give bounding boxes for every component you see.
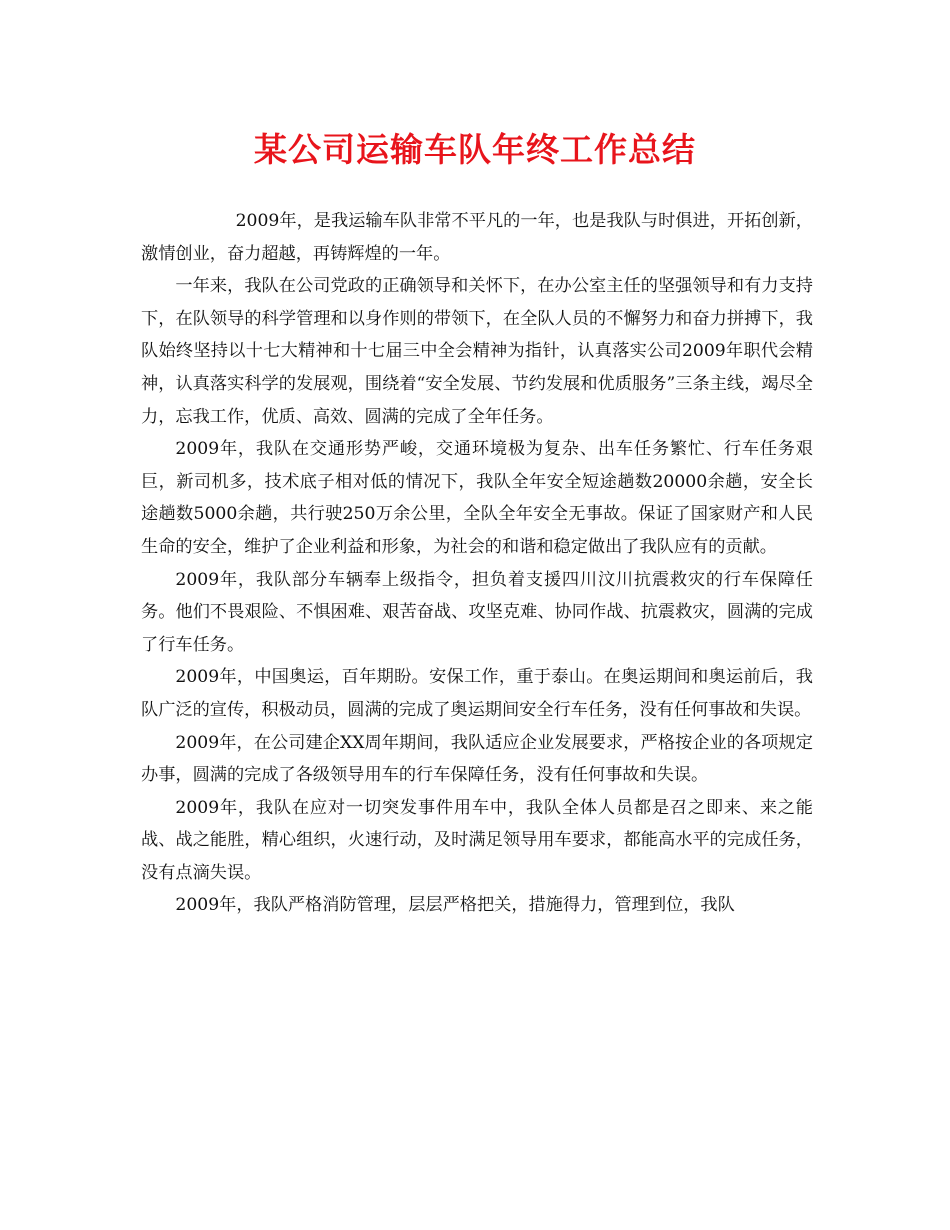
- paragraph: 2009年，中国奥运，百年期盼。安保工作，重于泰山。在奥运期间和奥运前后，我队广泛的宣传，积极动员，圆满的完成了奥运期间安全行车任务，没有任何事故和失误。: [141, 667, 813, 720]
- paragraph: 2009年，我队在交通形势严峻，交通环境极为复杂、出车任务繁忙、行车任务艰巨，新司机多，技术底子相对低的情况下，我队全年安全短途趟数20000余趟，安全长途趟数5000余趟，共行驶250万余公里，全队全年安全无事故。保证了国家财产和人民生命的安全，维护了企业利益和形象，为社会的和谐和稳定做出了我队应有的贡献。: [141, 439, 813, 557]
- document-title: 某公司运输车队年终工作总结: [254, 130, 696, 169]
- paragraph: 2009年，在公司建企XX周年期间，我队适应企业发展要求，严格按企业的各项规定办事，圆满的完成了各级领导用车的行车保障任务，没有任何事故和失误。: [141, 732, 813, 786]
- document-body: [141, 205, 813, 922]
- paragraph: 2009年，我队在应对一切突发事件用车中，我队全体人员都是召之即来、来之能战、战之能胜，精心组织，火速行动，及时满足领导用车要求，都能高水平的完成任务，没有点滴失误。: [141, 797, 813, 883]
- paragraph: 2009年，是我运输车队非常不平凡的一年，也是我队与时俱进，开拓创新，激情创业，奋力超越，再铸辉煌的一年。: [141, 211, 813, 264]
- paragraph: 2009年，我队严格消防管理，层层严格把关，措施得力，管理到位，我队: [175, 895, 735, 916]
- paragraph: 一年来，我队在公司党政的正确领导和关怀下，在办公室主任的坚强领导和有力支持下，在队领导的科学管理和以身作则的带领下，在全队人员的不懈努力和奋力拼搏下，我队始终坚持以十七大精神和十七届三中全会精神为指针，认真落实公司2009年职代会精神，认真落实科学的发展观，围绕着“安全发展、节约发展和优质服务”三条主线，竭尽全力，忘我工作，优质、高效、圆满的完成了全年任务。: [141, 276, 813, 427]
- paragraph: 2009年，我队部分车辆奉上级指令，担负着支援四川汶川抗震救灾的行车保障任务。他们不畏艰险、不惧困难、艰苦奋战、攻坚克难、协同作战、抗震救灾，圆满的完成了行车任务。: [141, 569, 813, 655]
